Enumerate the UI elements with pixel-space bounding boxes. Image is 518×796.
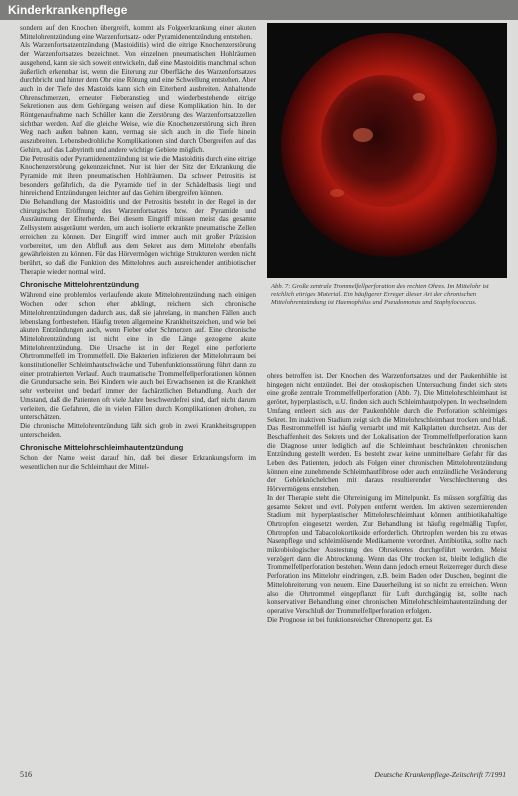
paragraph: Die Behandlung der Mastoiditis und der Petrositis besteht in der Regel in der chirurgischen Eröffnung des Warzenfortsatzes bzw. der Pyramide und Ausräumung der Eiterherde. Bei diesem Eingriff müssen meist das gesamte Zellsystem ausgeräumt werden, um auch isolierte erkrankte pneumatische Zellen erreichen zu können. Der Eingriff wird immer auch mit großer Präzision vorbereitet, um den Abfluß aus dem Sekret aus dem Mittelohr ebenfalls gewährleisten zu können. Für das Hörvermögen wichtige Strukturen werden nicht berührt, so daß die Funktion des Mittelohres auch ausreichender antibiotischer Therapie wieder normal wird. — [20, 198, 256, 276]
paragraph: Während eine problemlos verlaufende akute Mittelohrentzündung nach einigen Wochen oder schon eher abklingt, reichern sich chronische Mittelohrentzündungen dadurch aus, daß sie jahrelang, in manchen Fällen auch lebenslang fortbestehen. Häufig treten allgemeine Krankheitszeichen, und wie bei akuten Entzündungen auch, wenn Fieber oder Schmerzen auf. Eine chronische Mittelohrentzündung ist nicht eine in die Länge gezogene akute Mittelohrentzündung. Die Ursache ist in der Regel eine perforierte Ohrtrommelfell im Trommelfell. Die Bakterien infizieren der Mittelohrraum bei konstitutioneller Schleimhautschwäche und Tubenfunktionsstörung führt dann zu einer protrahierten Verlauf. Auch traumatische Trommelfellperforationen können die Grundursache sein. Bei Kindern wie auch bei Erwachsenen ist die Krankheit sehr verbreitet und bedarf immer der fachärztlichen Behandlung. Auch der Umstand, daß die Patienten oft viele Jahre beschwerdefrei sind, darf nicht darum verleiten, die Gefahren, die in vielen Fällen durch Komplikationen drohen, zu unterschätzen. — [20, 291, 256, 422]
otoscopy-photo — [267, 23, 507, 278]
paragraph: Schon der Name weist darauf hin, daß bei dieser Erkrankungsform im wesentlichen nur die Schleimhaut der Mittel- — [20, 454, 256, 472]
paragraph: In der Therapie steht die Ohrreinigung im Mittelpunkt. Es müssen sorgfältig das gesamte Sekret und evtl. Polypen entfernt werden. Im aktiven sezernierenden Stadium mit hyperplastischer Mittelohrschleimhaut können antibiotikahaltige Ohrtropfen eingesetzt werden. Zur Behandlung ist häufig regelmäßig Tupfer, Ohrtropfen und Tabacolokortikoide erforderlich. Ohrtropfen werden bis zu etwas Nasenpflege und schleimlösende Medikamente verordnet. Antibiotika, sollte nach mikrobiologischer Austestung des Ohrsekretes durchgeführt werden. Meist verzögert dann die Abtrocknung. Wenn das Ohr trocken ist, bleibt lediglich die Trommelfellperforation bestehen. Wenn dann jedoch erneut Reizerreger durch diese Perforation ins Mittelohr eindringen, z.B. beim Baden oder Duschen, beginnt die Mittelohreiterung von neuem. Eine Dauerheilung ist so nicht zu erreichen. Wenn also die Ohrtrommel eingepflanzt für Luft durchgängig ist, sollte nach konservativer Behandlung einer chronischen Mittelohrschleimhautentzündung der operative Verschluß der Trommelfellperforation erfolgen. — [267, 493, 507, 615]
section-title: Kinderkrankenpflege — [8, 3, 128, 17]
figure-caption: Abb. 7: Große zentrale Trommelfellperforation des rechten Ohres. Im Mittelohr ist reichlich eitriges Material. Ein häufigerer Erreger dieser Art der chronischen Mittelohrentzündung ist Haemophilus und Pseudomonas und Staphylococcus. — [271, 283, 489, 306]
paragraph: Als Warzenfortsatzentzündung (Mastoiditis) wird die eitrige Knochenzerstörung der Warzenfortsatzes bezeichnet. Von einzelnen pneumatischen Hohlräumen ausgehend, kann sie sich soweit entwickeln, daß eine Mastoiditis manchmal schon äußerlich erkennbar ist, wenn die Eiterung zur Oberfläche des Warzenfortsatzes durchbricht und hinter dem Ohr eine Rötung und eine Schwellung entstehen. Aber auch in der Tiefe des Mastoids kann sich ein Eiterherd ausbreiten. Anhaltende Ohrenschmerzen, erneuter Fieberanstieg und wiederbestehende eitrige Sekretionen aus dem Gehörgang weisen auf diese Komplikation hin. In der Röntgenaufnahme nach Schüller kann die Zerstörung des Warzenfortsatzzellen sichtbar werden. Auf die gleiche Weise, wie die Knochenzerstörung sich ihren Weg nach außen bahnen kann, vermag sie sich auch in die Tiefe hinein auszubreiten. Lebensbedrohliche Komplikationen sind durch Übergreifen auf das Gehirn, auf das Labyrinth und andere wichtige Gebiete möglich. — [20, 41, 256, 154]
subheading: Chronische Mittelohrschleimhautentzündung — [20, 443, 184, 453]
paragraph: ohres betroffen ist. Der Knochen des Warzenfortsatzes und der Paukenhöhle ist hingegen nicht entzündet. Bei der otoskopischen Untersuchung findet sich stets eine große zentrale Trommelfellperforation (Abb. 7). Die Mittelohrschleimhaut ist gerötet, hyperplastisch, u.U. finden sich auch Schleimhautpolypen. In wechselndem Umfang entleert sich aus der Paukenhöhle durch die Perforation schleimiges Sekret. Im inaktiven Stadium zeigt sich die Mittelohrschleimhaut trocken und blaß. Das Restrommelfell ist häufig vernarbt und mit Kalkplatten durchsetzt. Aus der Beschaffenheit des Sekrets und der Lokalisation der Trommelfellperforation kann die Diagnose unter lediglich auf die Schleimhaut beschränkten chronischen Entzündung gestellt werden. Es besteht zwar keine unmittelbare Gefahr für das Leben des Patienten, jedoch als Folgen einer chronischen Mittelohrentzündung können eine zunehmende Schleimhautfibrose oder auch entzündliche Veränderung der Gehörknöchelchen mit daraus resultierender Verschlechterung des Hörvermögens entstehen. — [267, 372, 507, 494]
paragraph: Die Petrositis oder Pyramidenentzündung ist wie die Mastoiditis durch eine eitrige Knochenzerstörung gekennzeichnet. Nur ist hier der Sitz der Erkrankung die Pyramide mit ihren pneumatischen Hohlräumen. Da schwer Petrositis ist besonders gefährlich, da die Pyramide tief in der Schädelbasis liegt und hinreichend Entzündungen leichter auf das Gehirn übergreifen können. — [20, 154, 256, 198]
paragraph: Die Prognose ist bei funktionsreicher Ohrenopertz gut. Es — [267, 615, 433, 624]
right-column — [267, 372, 507, 782]
paragraph: sondern auf den Knochen übergreift, kommt als Folgeerkrankung einer akuten Mittelohrentzündung eine Warzenfortsatz- oder Pyramidenentzündung entstehen. — [20, 24, 256, 41]
eardrum-image — [267, 23, 507, 278]
left-column — [20, 24, 256, 766]
journal-footer: Deutsche Krankenpflege-Zeitschrift 7/1991 — [374, 770, 506, 779]
paragraph: Die chronische Mittelohrentzündung läßt sich grob in zwei Krankheitsgruppen unterscheiden. — [20, 421, 256, 439]
page-number: 516 — [20, 770, 32, 779]
subheading: Chronische Mittelohrentzündung — [20, 280, 139, 290]
section-header — [0, 0, 518, 20]
